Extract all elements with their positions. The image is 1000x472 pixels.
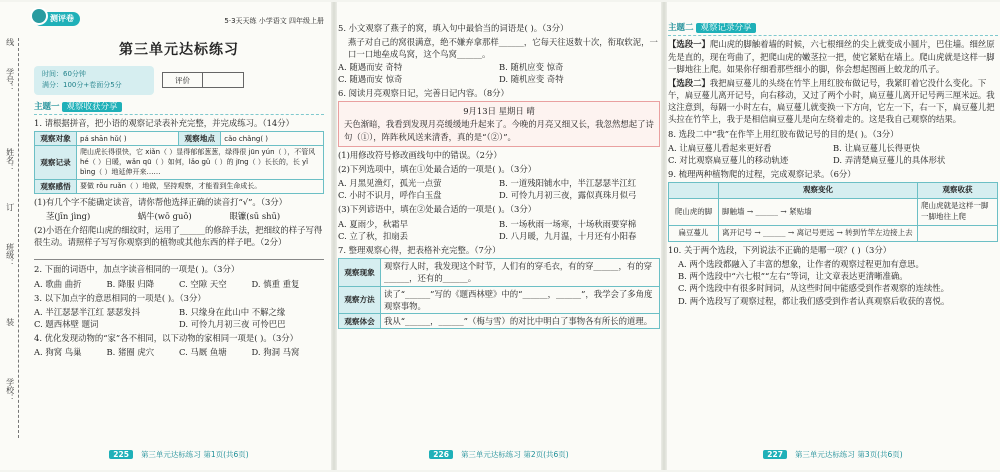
grade-box [162,72,244,88]
option[interactable]: C. 立了秋，扣扇丢 [338,230,409,241]
diary-date: 9月13日 星期日 晴 [463,106,535,117]
grade-label: 评价 [163,73,203,87]
table-cell[interactable] [918,226,998,242]
option[interactable]: 蜗牛(wō guō) [137,210,192,221]
question-3: 3. 以下加点字的意思相同的一项是( )。（3分） [34,292,206,303]
question-1-2: (2)小语在介绍爬山虎的细纹时，运用了______的修辞手法，把细纹的样子写得很生动。请照样子写写你观察到的植物或其他东西的样子吧。（2分） [34,224,323,248]
option[interactable]: B. 一场秋雨一场寒，十场秋雨要穿棉 [499,218,637,229]
option[interactable]: B. 两个选段中“六七根”“左右”等词，让文章表达更清晰准确。 [678,271,908,282]
question-4: 4. 优化发现动物的“家”各不相同，以下动物的家相同一项是( )。（3分） [34,333,299,344]
option[interactable]: C. 随遇而安 惊奇 [338,73,403,84]
question-10: 10. 关于两个选段，下列说法不正确的是哪一项？( )（3分） [668,244,892,255]
page-fold [331,2,337,470]
option[interactable]: A. 半江瑟瑟半江红 瑟瑟发抖 [34,306,141,317]
diary-text: 天色渐暗，我看到发现月亮缓缓地升起来了。今晚的月亮又细又长，我忽然想起了诗句（①），阵阵秋风送来清香，真的是“（②）”。 [344,119,654,142]
score-info: 满分：100分+卷面分5分 [42,81,122,90]
table-cell[interactable]: 要做 rǒu ruǎn（ ）地做，坚持观察，才能看到生命成长。 [77,179,324,193]
table-header: 观察现象 [339,259,381,286]
bind-mark: 订 [5,203,15,211]
plant-record-table [668,182,998,242]
option[interactable]: D. 随机应变 奇特 [499,73,564,84]
page-1 [0,8,330,464]
mascot-icon [30,8,48,25]
page-fold [661,2,667,470]
grade-value[interactable] [203,73,243,87]
table-cell: 爬山虎的脚 [669,199,719,226]
table-cell[interactable]: 读了“______”写的《题西林壁》中的“______，______”，我学会了多角度观察事物。 [381,286,660,313]
option[interactable]: D. 八月暖，九月温，十月还有小阳春 [499,230,637,241]
school-label: 学校： [5,378,15,402]
question-2: 2. 下面的词语中，加点字读音相同的一项是( )。（3分） [34,264,240,275]
table-header: 观察收获 [918,183,998,199]
section-heading: 主题一 观察收获分享 [34,101,324,115]
option[interactable]: B. 让扁豆蔓儿长得更快 [833,142,920,153]
table-header: 观察变化 [719,183,918,199]
diary-box [338,101,660,147]
excerpt-label: 【选段二】 [668,77,710,88]
exam-sheet [0,2,1000,470]
question-6-1: (1)用修改符号修改画线句中的错误。（2分） [338,149,502,160]
page-footer: 227 第三单元达标练习 第3页(共6页) [668,450,998,464]
option[interactable]: 眼镰(sū shū) [229,210,281,221]
bind-mark: 装 [5,318,15,326]
question-6: 6. 阅读月亮观察日记，完善日记内容。（8分） [338,87,509,98]
option[interactable]: C. 题西林壁 题词 [34,319,99,330]
excerpt-2 [668,77,998,126]
exam-info [34,66,154,94]
question-5: 5. 小文观察了燕子的窝，填入句中最恰当的词语是( )。（3分） [338,23,569,33]
option[interactable]: A. 随遇而安 奇特 [338,61,403,72]
option[interactable]: A. 两个选段都融入了丰富的想象，让作者的观察过程更加有意思。 [678,259,924,270]
option[interactable]: A. 狗窝 鸟巢 [34,347,82,358]
option[interactable]: C. 小时不识月，呼作白玉盘 [338,190,442,201]
question-6-3: (3)下列谚语中，填在②处最合适的一项是( )。（3分） [338,204,537,215]
option[interactable]: D. 弄清楚扁豆蔓儿的具体形状 [833,155,946,165]
exam-badge: 测评卷 [34,12,80,26]
excerpt-label: 【选段一】 [668,39,710,50]
question-9: 9. 梳理两种植物爬的过程，完成观察记录。（6分） [668,169,856,180]
option[interactable]: A. 歌曲 曲折 [34,278,82,289]
time-info: 时间：60分钟 [42,70,86,79]
question-1: 1. 请根据拼音，把小语的观察记录表补充完整，并完成练习。（14分） [34,117,294,128]
table-cell[interactable]: cǎo chǎng( ) [221,132,324,146]
table-header: 观察对象 [35,132,77,146]
page-footer: 225 第三单元达标练习 第1页(共6页) [34,450,324,464]
page-2 [338,8,660,464]
page-footer: 226 第三单元达标练习 第2页(共6页) [338,450,660,464]
option[interactable]: C. 两个选段中有很多时间词，从这些时间中能感受到作者观察的连续性。 [678,283,950,294]
question-7: 7. 整理观察心得，把表格补充完整。（7分） [338,245,501,255]
excerpt-text: 我把扁豆蔓儿的头绕在竹竿上用红胶布做记号，我紧盯着它没什么变化。下午，扁豆蔓儿离开记号，向右移动，又过了两个小时，扁豆蔓儿离开记号两三厘米远。我这注意到，每隔一小时左右，扁豆蔓儿就变换一下方向，它左一下，右一下，扁豆蔓儿把头拉在竹竿上，我于是相信扁豆蔓儿是向左绕着走的。这是我自己观察的结果。 [668,77,995,125]
question-8: 8. 选段二中“我”在作竿上用红胶布做记号的目的是( )。（3分） [668,128,899,139]
table-header: 观察感悟 [35,179,77,193]
question-6-2: (2)下列选项中，填在①处最合适的一项是( )。（3分） [338,163,537,174]
table-cell[interactable]: 离开记号 → ______ → 离记号更远 → 转到竹竿左边接上去 [719,226,918,242]
answer-line[interactable] [34,250,324,260]
option[interactable]: B. 猪圈 虎穴 [106,347,155,358]
excerpt-1 [668,38,998,75]
option[interactable]: 茎(jīn jìng) [46,210,91,221]
page-title: 第三单元达标练习 [119,42,239,58]
option[interactable]: A. 让扁豆蔓儿看起来更好看 [668,142,772,153]
reflection-table [338,258,660,329]
option[interactable]: B. 只缘身在此山中 不解之缘 [179,306,286,317]
table-cell[interactable]: 观察行人时，我发现这个时节，人们有的穿毛衣，有的穿______，有的穿______，还有的______。 [381,259,660,286]
table-cell[interactable]: 我从“______，______”（梅与雪）的对比中明白了事物各有所长的道理。 [381,313,660,328]
option[interactable]: A. 夏雨少，秋霜早 [338,218,408,229]
table-header: 观察地点 [179,132,221,146]
option[interactable]: C. 马厩 鱼塘 [179,347,227,358]
page-3 [668,8,998,464]
option[interactable]: C. 空隙 天空 [179,278,227,289]
student-name-label: 姓名： [5,148,15,172]
option[interactable]: A. 月黑见渔灯，孤光一点萤 [338,178,442,189]
observation-table [34,131,324,193]
option[interactable]: D. 狗洞 马窝 [251,347,300,358]
binding-strip [0,28,30,448]
question-5-text: 燕子对自己的窝很满意，绝不嫌弃拿那样______，它每天往返数十次，衔取软泥，一口一口地垒成鸟窝，这个鸟窝______。 [348,37,658,60]
table-cell[interactable]: 爬山虎长得很快，它 xiǎn（ ）显得郁郁葱葱，绿得很 jūn yún（ ），不管风 hé（ ）日暖，wǎn qū（ ）如何，lǎo gǔ（ ）的 jīng（ ）长长的，长 yǐ bìng（ ）地延伸开来…… [77,146,324,179]
option[interactable]: D. 可怜九月初三夜 可怜巴巴 [179,319,286,330]
section-heading: 主题二 观察记录分享 [668,22,998,36]
table-cell[interactable]: 脚触墙 → ______ → 紧贴墙 [719,199,918,226]
table-header: 观察体会 [339,313,381,328]
table-cell: 爬山虎就是这样一脚一脚地往上爬 [918,199,998,226]
student-id-label: 学号： [5,68,15,92]
question-1-1: (1)有几个字不能确定读音，请你帮他选择正确的读音打“√”。（3分） [34,196,288,207]
table-header: 观察记录 [35,146,77,179]
option[interactable]: D. 两个选段写了观察过程，都让我们感受到作者认真观察后收获的喜悦。 [678,295,950,306]
option[interactable]: D. 慎重 重复 [251,278,300,289]
class-label: 班级： [5,243,15,267]
table-cell[interactable]: pá shān hǔ( ) [77,132,179,146]
option[interactable]: D. 可怜九月初三夜，露似真珠月似弓 [499,190,637,201]
bind-mark: 线 [5,38,15,46]
option[interactable]: B. 降服 归降 [106,278,155,289]
table-header [669,183,719,199]
excerpt-text: 爬山虎的脚触着墙的时候，六七根细丝的尖上就变成小圆片，巴住墙。细丝原先是直的，现在弯曲了，把爬山虎的嫩茎拉一把，使它紧贴在墙上。爬山虎就是这样一脚一脚地往上爬。如果你仔细看那些细小的脚，你会想起图画上蛟龙的爪子。 [668,39,995,74]
option[interactable]: B. 一道残阳铺水中，半江瑟瑟半江红 [499,178,637,189]
table-cell: 扁豆蔓儿 [669,226,719,242]
series-label: 5·3天天练 小学语文 四年级上册 [224,17,324,25]
option[interactable]: B. 随机应变 惊奇 [499,61,564,72]
option[interactable]: C. 对比观察扁豆蔓儿的移动轨迹 [668,155,789,165]
table-header: 观察方法 [339,286,381,313]
